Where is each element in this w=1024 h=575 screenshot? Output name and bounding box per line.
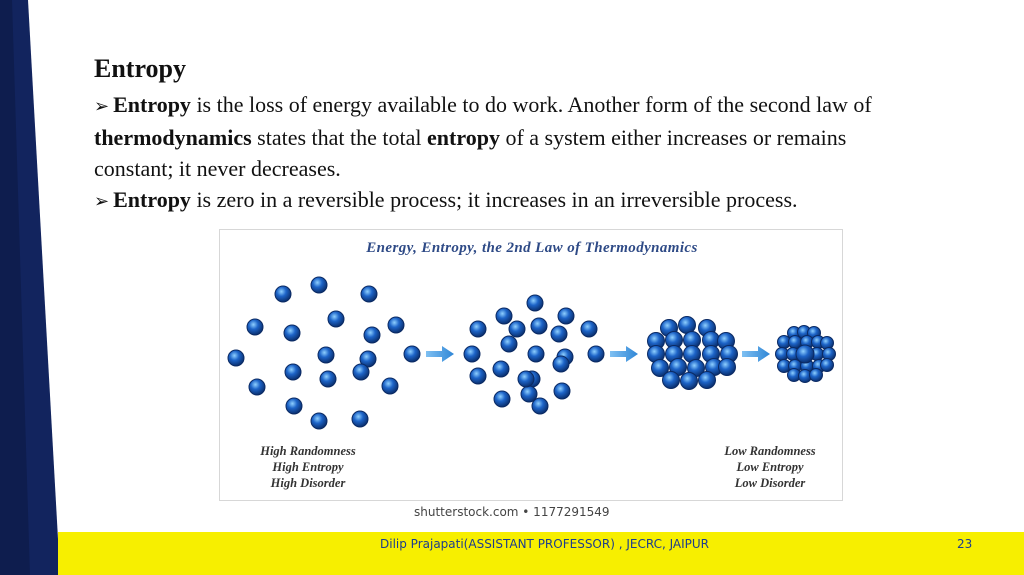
particle-sphere [364, 327, 380, 343]
particle-sphere [404, 346, 420, 362]
image-watermark: shutterstock.com • 1177291549 [414, 505, 610, 519]
bullet-arrow-icon: ➢ [94, 96, 110, 117]
particle-sphere [681, 373, 698, 390]
particle-sphere [284, 325, 300, 341]
particle-sphere [532, 398, 548, 414]
bullet-text-segment: states that the total [251, 125, 428, 150]
particle-sphere [285, 364, 301, 380]
footer-author: Dilip Prajapati(ASSISTANT PROFESSOR) , JECRC, JAIPUR [380, 537, 710, 551]
particle-sphere [679, 317, 696, 334]
label-high-entropy: High Entropy [272, 460, 344, 474]
particle-sphere [553, 356, 569, 372]
process-arrow-icon [742, 346, 770, 362]
particle-sphere [361, 286, 377, 302]
bullet-text-segment: entropy [427, 125, 500, 150]
particle-sphere [588, 346, 604, 362]
label-low-randomness: Low Randomness [724, 444, 816, 458]
low-entropy-label [700, 443, 840, 491]
particle-sphere [663, 372, 680, 389]
slide-heading: Entropy [94, 54, 186, 83]
process-arrow-icon [426, 346, 454, 362]
particle-sphere [328, 311, 344, 327]
particle-sphere [228, 350, 244, 366]
bullet-text-segment: is zero in a reversible process; it increases in an irreversible process. [190, 187, 798, 212]
particle-sphere [470, 321, 486, 337]
label-high-disorder: High Disorder [270, 476, 346, 490]
particle-sphere [382, 378, 398, 394]
particle-sphere [821, 359, 834, 372]
label-low-entropy: Low Entropy [736, 460, 804, 474]
particle-sphere [286, 398, 302, 414]
particle-sphere [581, 321, 597, 337]
particle-sphere [501, 336, 517, 352]
bullet-text-segment: of a system either increases or remains constant; it never decreases. [94, 125, 847, 181]
particle-sphere [527, 295, 543, 311]
particle-sphere [352, 411, 368, 427]
particle-sphere [320, 371, 336, 387]
particle-sphere [493, 361, 509, 377]
particle-sphere [496, 308, 512, 324]
particle-sphere [247, 319, 263, 335]
particle-sphere [249, 379, 265, 395]
label-low-disorder: Low Disorder [734, 476, 806, 490]
particle-sphere [719, 359, 736, 376]
particle-sphere [470, 368, 486, 384]
bullet-text-segment: is the loss of energy available to do work. Another form of the second law of [190, 92, 872, 117]
particle-sphere [311, 413, 327, 429]
particle-sphere [494, 391, 510, 407]
bullet-1 [94, 89, 874, 184]
particle-sphere [554, 383, 570, 399]
particle-sphere [311, 277, 327, 293]
figure-title: Energy, Entropy, the 2nd Law of Thermodynamics [366, 240, 698, 256]
bullet-2 [94, 184, 874, 217]
bullet-arrow-icon: ➢ [94, 191, 110, 212]
particle-sphere [388, 317, 404, 333]
particle-sphere [810, 369, 823, 382]
slide-number: 23 [957, 537, 973, 551]
particle-sphere [558, 308, 574, 324]
particle-sphere [796, 345, 814, 363]
process-arrow-icon [610, 346, 638, 362]
particle-sphere [275, 286, 291, 302]
bullet-text-segment: Entropy [113, 187, 191, 212]
particle-sphere [353, 364, 369, 380]
particle-sphere [518, 371, 534, 387]
slide-body [94, 89, 874, 217]
particle-sphere [699, 372, 716, 389]
particle-sphere [531, 318, 547, 334]
label-high-randomness: High Randomness [260, 444, 356, 458]
entropy-figure [219, 229, 843, 501]
high-entropy-label [248, 443, 368, 491]
particle-sphere [318, 347, 334, 363]
particle-sphere [464, 346, 480, 362]
particle-sphere [551, 326, 567, 342]
bullet-text-segment: thermodynamics [94, 125, 252, 150]
particle-sphere [509, 321, 525, 337]
particle-sphere [528, 346, 544, 362]
bullet-text-segment: Entropy [113, 92, 191, 117]
